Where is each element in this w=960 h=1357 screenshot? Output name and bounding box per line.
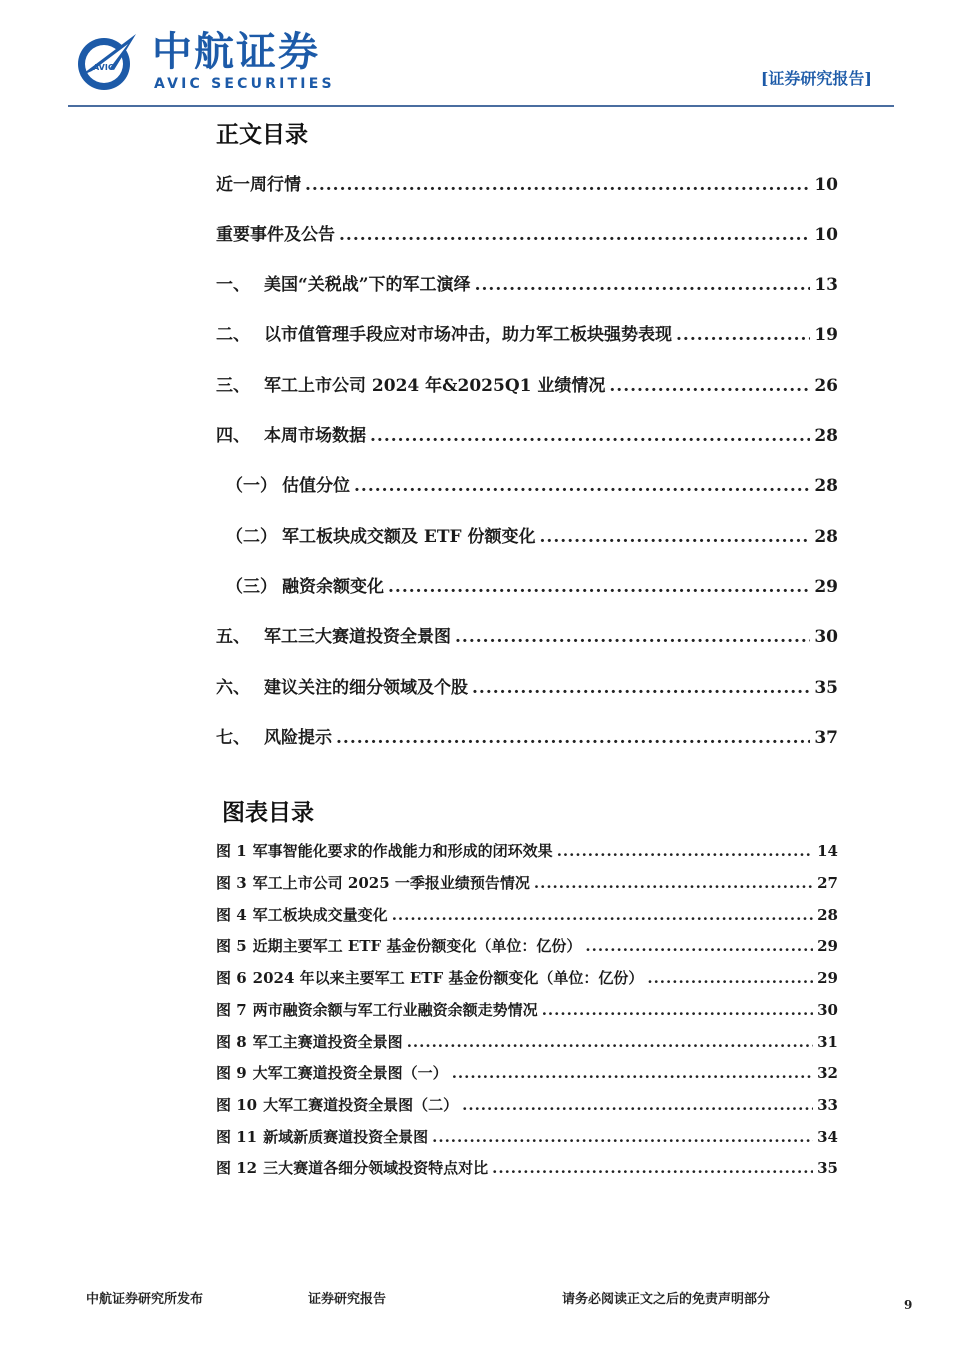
toc-entry-number: （一）	[226, 476, 277, 496]
toc-entry-title: 军工三大赛道投资全景图	[264, 627, 451, 647]
toc-entry-page: 19	[814, 325, 838, 345]
toc-entry-title: 估值分位	[282, 476, 350, 496]
toc-leader-dots	[585, 935, 813, 957]
toc-entry-page: 10	[814, 225, 838, 245]
toc-leader-dots	[534, 872, 813, 894]
toc-entry-title: 重要事件及公告	[216, 225, 335, 245]
figure-entry-number: 图 11	[216, 1128, 258, 1146]
figure-entry[interactable]	[216, 1157, 838, 1179]
figure-entry-title: 三大赛道各细分领域投资特点对比	[263, 1159, 489, 1177]
toc-leader-dots	[462, 1094, 813, 1116]
logo-badge-text: AVIC	[93, 63, 114, 72]
figure-entry-title: 军工上市公司 2025 一季报业绩预告情况	[252, 874, 530, 892]
figure-entry-page: 29	[817, 937, 838, 955]
figure-entry-title: 大军工赛道投资全景图（一）	[252, 1064, 448, 1082]
figure-entry-title: 两市融资余额与军工行业融资余额走势情况	[252, 1001, 538, 1019]
toc-entry-number: 五、	[216, 627, 250, 647]
toc-entry[interactable]	[216, 222, 838, 248]
toc-leader-dots	[354, 473, 810, 499]
figure-entry-title: 军工板块成交量变化	[252, 906, 388, 924]
toc-leader-dots	[540, 524, 811, 550]
toc-entry-title: 风险提示	[264, 728, 332, 748]
toc-entry[interactable]	[216, 675, 838, 701]
toc-leader-dots	[339, 222, 810, 248]
figure-entry-number: 图 9	[216, 1064, 247, 1082]
figure-entry-page: 31	[817, 1033, 838, 1051]
toc-entry-number: 二、	[216, 325, 250, 345]
figure-entry-number: 图 10	[216, 1096, 258, 1114]
figure-entry[interactable]	[216, 840, 838, 862]
toc-entry-page: 28	[814, 476, 838, 496]
toc-entry-page: 10	[814, 175, 838, 195]
figure-entry[interactable]	[216, 872, 838, 894]
figure-entry-title: 大军工赛道投资全景图（二）	[263, 1096, 459, 1114]
toc-leader-dots	[472, 675, 810, 701]
toc-entry-title: 以市值管理手段应对市场冲击，助力军工板块强势表现	[264, 325, 672, 345]
figure-entry-page: 34	[817, 1128, 838, 1146]
toc-entry-number: 六、	[216, 678, 250, 698]
figure-entry[interactable]	[216, 1126, 838, 1148]
toc-entry-title: 军工板块成交额及 ETF 份额变化	[282, 527, 536, 547]
toc-title: 正文目录	[216, 121, 308, 148]
toc-entry-page: 13	[814, 275, 838, 295]
toc-entry-title: 近一周行情	[216, 175, 301, 195]
toc-entry-title: 美国“关税战”下的军工演绎	[264, 275, 471, 295]
toc-entry[interactable]	[216, 574, 838, 600]
page-number: 9	[904, 1298, 913, 1312]
footer-publisher: 中航证券研究所发布	[86, 1292, 204, 1307]
toc-entry[interactable]	[216, 373, 838, 399]
figure-entry-title: 新域新质赛道投资全景图	[263, 1128, 429, 1146]
toc-leader-dots	[676, 322, 810, 348]
header-divider	[68, 105, 894, 107]
figure-entry-page: 33	[817, 1096, 838, 1114]
figure-entry-number: 图 5	[216, 937, 247, 955]
figure-entry-page: 14	[817, 842, 838, 860]
figure-entry-title: 2024 年以来主要军工 ETF 基金份额变化（单位：亿份）	[252, 969, 644, 987]
page-header	[0, 0, 960, 110]
figure-entry-title: 军事智能化要求的作战能力和形成的闭环效果	[252, 842, 553, 860]
toc-entry-title: 建议关注的细分领域及个股	[264, 678, 468, 698]
toc-entry[interactable]	[216, 473, 838, 499]
toc-entry-number: （三）	[226, 577, 277, 597]
figure-entry-number: 图 4	[216, 906, 247, 924]
toc-entry-number: 一、	[216, 275, 250, 295]
toc-entry-number: 三、	[216, 376, 250, 396]
figure-entry-page: 28	[817, 906, 838, 924]
toc-leader-dots	[542, 999, 813, 1021]
avic-logo-icon	[74, 30, 138, 94]
toc-leader-dots	[647, 967, 813, 989]
toc-entry-page: 37	[814, 728, 838, 748]
toc-leader-dots	[407, 1031, 813, 1053]
figure-entry-page: 27	[817, 874, 838, 892]
toc-leader-dots	[455, 624, 810, 650]
toc-entry[interactable]	[216, 322, 838, 348]
toc-entry-page: 26	[814, 376, 838, 396]
toc-entry-title: 融资余额变化	[282, 577, 384, 597]
toc-leader-dots	[305, 172, 810, 198]
figure-entry-page: 32	[817, 1064, 838, 1082]
figure-entry[interactable]	[216, 1031, 838, 1053]
toc-leader-dots	[452, 1062, 813, 1084]
figures-title: 图表目录	[222, 799, 314, 826]
toc-entry-number: 七、	[216, 728, 250, 748]
logo-chinese: 中航证券	[152, 29, 320, 75]
toc-leader-dots	[475, 272, 811, 298]
toc-leader-dots	[370, 423, 810, 449]
toc-entry[interactable]	[216, 272, 838, 298]
toc-leader-dots	[492, 1157, 813, 1179]
logo-english: AVIC SECURITIES	[154, 76, 335, 92]
toc-leader-dots	[388, 574, 810, 600]
figure-entry[interactable]	[216, 999, 838, 1021]
toc-leader-dots	[392, 904, 813, 926]
figure-entry[interactable]	[216, 904, 838, 926]
toc-entry-page: 28	[814, 527, 838, 547]
toc-entry-page: 35	[814, 678, 838, 698]
toc-entry-page: 28	[814, 426, 838, 446]
report-tag: [证券研究报告]	[760, 69, 872, 88]
toc-entry[interactable]	[216, 423, 838, 449]
footer-disclaimer: 请务必阅读正文之后的免责声明部分	[562, 1292, 771, 1307]
toc-entry-number: （二）	[226, 527, 277, 547]
figure-entry-number: 图 7	[216, 1001, 247, 1019]
figure-entry-title: 近期主要军工 ETF 基金份额变化（单位：亿份）	[252, 937, 582, 955]
toc-entry[interactable]	[216, 725, 838, 751]
figure-entry[interactable]	[216, 935, 838, 957]
toc-leader-dots	[432, 1126, 813, 1148]
figure-entry-number: 图 12	[216, 1159, 258, 1177]
figure-entry-number: 图 8	[216, 1033, 247, 1051]
figure-entry[interactable]	[216, 967, 838, 989]
toc-leader-dots	[609, 373, 810, 399]
toc-entry-number: 四、	[216, 426, 250, 446]
figure-entry-number: 图 6	[216, 969, 247, 987]
figure-entry[interactable]	[216, 1094, 838, 1116]
toc-entry[interactable]	[216, 624, 838, 650]
toc-entry-page: 29	[814, 577, 838, 597]
toc-entry[interactable]	[216, 524, 838, 550]
toc-leader-dots	[336, 725, 810, 751]
figure-entry-page: 35	[817, 1159, 838, 1177]
footer-report-type: 证券研究报告	[308, 1292, 387, 1307]
toc-leader-dots	[557, 840, 813, 862]
figure-entry-number: 图 3	[216, 874, 247, 892]
toc-entry[interactable]	[216, 172, 838, 198]
figure-entry-number: 图 1	[216, 842, 247, 860]
toc-entry-page: 30	[814, 627, 838, 647]
figure-entry[interactable]	[216, 1062, 838, 1084]
toc-entry-title: 军工上市公司 2024 年&2025Q1 业绩情况	[264, 376, 606, 396]
figure-entry-page: 30	[817, 1001, 838, 1019]
toc-entry-title: 本周市场数据	[264, 426, 366, 446]
figure-entry-title: 军工主赛道投资全景图	[252, 1033, 403, 1051]
figure-entry-page: 29	[817, 969, 838, 987]
